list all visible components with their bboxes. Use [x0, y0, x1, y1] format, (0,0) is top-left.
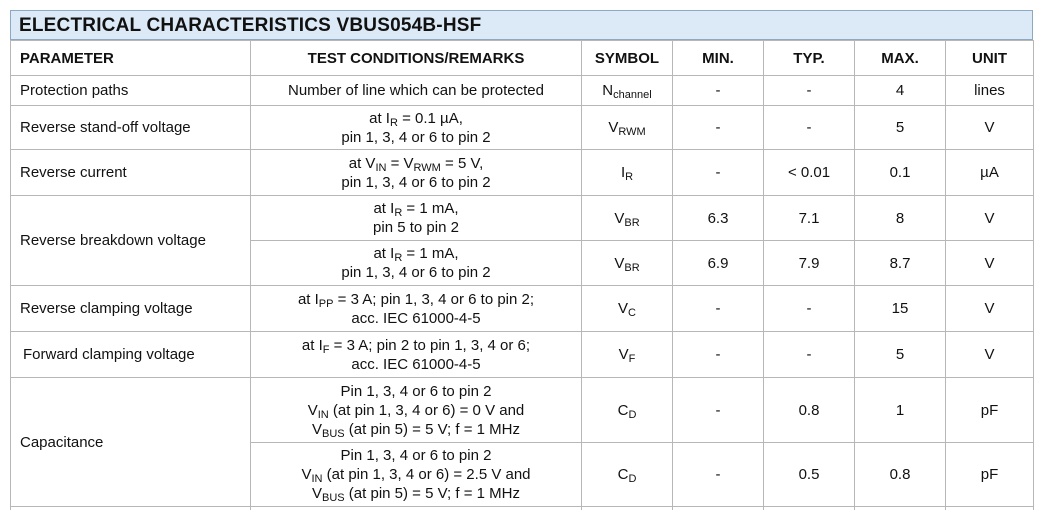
condition-text: V — [312, 420, 323, 438]
condition-line: acc. IEC 61000-4-5 — [351, 355, 481, 373]
condition-line — [255, 109, 577, 128]
symbol-cell — [582, 106, 673, 150]
condition-text: = 5 V, — [440, 154, 484, 172]
empty-cell — [855, 507, 946, 511]
header-conditions: TEST CONDITIONS/REMARKS — [251, 41, 582, 76]
condition-line — [255, 336, 577, 355]
symbol-main: C — [617, 401, 629, 419]
symbol-sub: BR — [624, 261, 640, 274]
condition-line — [255, 154, 577, 173]
characteristics-table-block — [10, 10, 1033, 510]
table-row-cutoff — [11, 507, 1034, 511]
unit-cell: V — [946, 286, 1034, 332]
unit-cell: pF — [946, 378, 1034, 443]
condition-cell — [251, 443, 582, 507]
condition-sub: R — [394, 207, 403, 219]
condition-sub: PP — [318, 297, 334, 310]
empty-cell — [582, 507, 673, 511]
unit-cell: lines — [946, 76, 1034, 106]
symbol-cell — [582, 332, 673, 378]
condition-line: pin 5 to pin 2 — [373, 219, 459, 236]
min-cell: - — [673, 76, 764, 106]
condition-line: Pin 1, 3, 4 or 6 to pin 2 — [340, 382, 492, 400]
symbol-cell — [582, 443, 673, 507]
condition-cell — [251, 150, 582, 196]
condition-line — [255, 420, 577, 439]
condition-text: (at pin 1, 3, 4 or 6) = 2.5 V and — [322, 466, 531, 483]
condition-text: (at pin 1, 3, 4 or 6) = 0 V and — [328, 401, 525, 419]
condition-text: = V — [386, 154, 414, 172]
symbol-cell — [582, 241, 673, 286]
header-min: MIN. — [673, 41, 764, 76]
min-cell: 6.9 — [673, 241, 764, 286]
condition-sub: BUS — [322, 427, 345, 440]
symbol-cell — [582, 378, 673, 443]
empty-cell — [11, 507, 251, 511]
unit-cell: µA — [946, 150, 1034, 196]
symbol-main: V — [618, 300, 629, 317]
condition-sub: IN — [317, 408, 329, 421]
condition-cell — [251, 378, 582, 443]
min-cell: - — [673, 332, 764, 378]
condition-text: at I — [301, 336, 323, 354]
condition-line — [255, 465, 577, 484]
typ-cell: - — [764, 332, 855, 378]
condition-line: pin 1, 3, 4 or 6 to pin 2 — [341, 128, 491, 146]
condition-line — [255, 401, 577, 420]
condition-line: acc. IEC 61000-4-5 — [351, 309, 481, 327]
condition-line — [255, 484, 577, 503]
symbol-sub: channel — [613, 89, 652, 101]
condition-text: = 1 mA, — [402, 200, 459, 217]
table-row — [11, 76, 1034, 106]
max-cell: 5 — [855, 106, 946, 150]
condition-sub: IN — [311, 473, 323, 485]
parameter-cell: Reverse current — [11, 150, 251, 196]
empty-cell — [673, 507, 764, 511]
typ-cell: 0.5 — [764, 443, 855, 507]
parameter-cell: Capacitance — [11, 378, 251, 507]
min-cell: - — [673, 106, 764, 150]
symbol-main: V — [614, 209, 625, 227]
condition-text: at V — [348, 154, 376, 172]
condition-sub: RWM — [413, 161, 441, 174]
typ-cell: < 0.01 — [764, 150, 855, 196]
condition-sub: R — [394, 252, 403, 264]
condition-cell — [251, 332, 582, 378]
condition-cell: Number of line which can be protected — [251, 76, 582, 106]
typ-cell: - — [764, 106, 855, 150]
condition-text: at I — [373, 245, 395, 262]
min-cell: - — [673, 443, 764, 507]
header-max: MAX. — [855, 41, 946, 76]
condition-cell — [251, 106, 582, 150]
parameter-cell: Reverse stand-off voltage — [11, 106, 251, 150]
condition-text: V — [301, 466, 312, 483]
condition-line: pin 1, 3, 4 or 6 to pin 2 — [341, 264, 491, 281]
characteristics-table — [10, 40, 1034, 510]
min-cell: - — [673, 378, 764, 443]
symbol-main: C — [617, 466, 629, 483]
condition-text: V — [312, 485, 323, 502]
condition-sub: F — [322, 343, 330, 356]
header-typ: TYP. — [764, 41, 855, 76]
parameter-cell: Forward clamping voltage — [11, 332, 251, 378]
symbol-main: N — [602, 82, 614, 99]
table-row — [11, 286, 1034, 332]
empty-cell — [764, 507, 855, 511]
symbol-cell — [582, 196, 673, 241]
header-symbol: SYMBOL — [582, 41, 673, 76]
min-cell: - — [673, 286, 764, 332]
max-cell: 8.7 — [855, 241, 946, 286]
empty-cell — [251, 507, 582, 511]
parameter-cell: Protection paths — [11, 76, 251, 106]
condition-line: Pin 1, 3, 4 or 6 to pin 2 — [340, 447, 492, 464]
table-row — [11, 106, 1034, 150]
typ-cell: - — [764, 76, 855, 106]
condition-text: (at pin 5) = 5 V; f = 1 MHz — [344, 420, 520, 438]
symbol-sub: R — [625, 171, 634, 183]
typ-cell: - — [764, 286, 855, 332]
max-cell: 5 — [855, 332, 946, 378]
min-cell: - — [673, 150, 764, 196]
typ-cell: 0.8 — [764, 378, 855, 443]
typ-cell: 7.1 — [764, 196, 855, 241]
symbol-sub: D — [628, 473, 637, 485]
symbol-main: V — [618, 346, 629, 363]
min-cell: 6.3 — [673, 196, 764, 241]
symbol-cell — [582, 286, 673, 332]
condition-text: at I — [297, 290, 319, 308]
condition-cell — [251, 286, 582, 332]
max-cell: 0.1 — [855, 150, 946, 196]
unit-cell: V — [946, 241, 1034, 286]
symbol-cell — [582, 150, 673, 196]
max-cell: 4 — [855, 76, 946, 106]
condition-text: at I — [373, 200, 395, 217]
unit-cell: V — [946, 332, 1034, 378]
condition-line — [255, 244, 577, 263]
condition-text: = 3 A; pin 1, 3, 4 or 6 to pin 2; — [333, 290, 535, 308]
symbol-main: I — [620, 164, 626, 181]
unit-cell: V — [946, 196, 1034, 241]
condition-line: pin 1, 3, 4 or 6 to pin 2 — [341, 173, 491, 191]
max-cell: 15 — [855, 286, 946, 332]
table-row — [11, 378, 1034, 443]
symbol-main: V — [608, 119, 619, 136]
condition-text: at I — [369, 109, 390, 127]
condition-line — [255, 199, 577, 218]
header-parameter: PARAMETER — [11, 41, 251, 76]
unit-cell: pF — [946, 443, 1034, 507]
unit-cell: V — [946, 106, 1034, 150]
empty-cell — [946, 507, 1034, 511]
symbol-sub: BR — [624, 216, 640, 229]
header-row — [11, 41, 1034, 76]
condition-cell — [251, 196, 582, 241]
table-title: ELECTRICAL CHARACTERISTICS VBUS054B-HSF — [10, 10, 1033, 40]
parameter-cell: Reverse clamping voltage — [11, 286, 251, 332]
symbol-sub: D — [628, 408, 637, 421]
condition-sub: BUS — [322, 492, 345, 504]
condition-line — [255, 290, 577, 309]
condition-cell — [251, 241, 582, 286]
max-cell: 0.8 — [855, 443, 946, 507]
table-row — [11, 196, 1034, 241]
condition-text: V — [307, 401, 318, 419]
condition-text: = 1 mA, — [402, 245, 459, 262]
typ-cell: 7.9 — [764, 241, 855, 286]
condition-sub: IN — [375, 161, 387, 174]
table-row — [11, 150, 1034, 196]
symbol-sub: RWM — [618, 126, 646, 138]
symbol-sub: C — [628, 307, 636, 319]
symbol-main: V — [614, 254, 625, 272]
table-row — [11, 332, 1034, 378]
condition-text: (at pin 5) = 5 V; f = 1 MHz — [344, 485, 520, 502]
symbol-cell — [582, 76, 673, 106]
max-cell: 1 — [855, 378, 946, 443]
parameter-cell: Reverse breakdown voltage — [11, 196, 251, 286]
condition-text: = 0.1 µA, — [397, 109, 463, 127]
max-cell: 8 — [855, 196, 946, 241]
condition-text: = 3 A; pin 2 to pin 1, 3, 4 or 6; — [329, 336, 531, 354]
header-unit: UNIT — [946, 41, 1034, 76]
condition-sub: R — [389, 116, 398, 129]
symbol-sub: F — [628, 353, 636, 365]
